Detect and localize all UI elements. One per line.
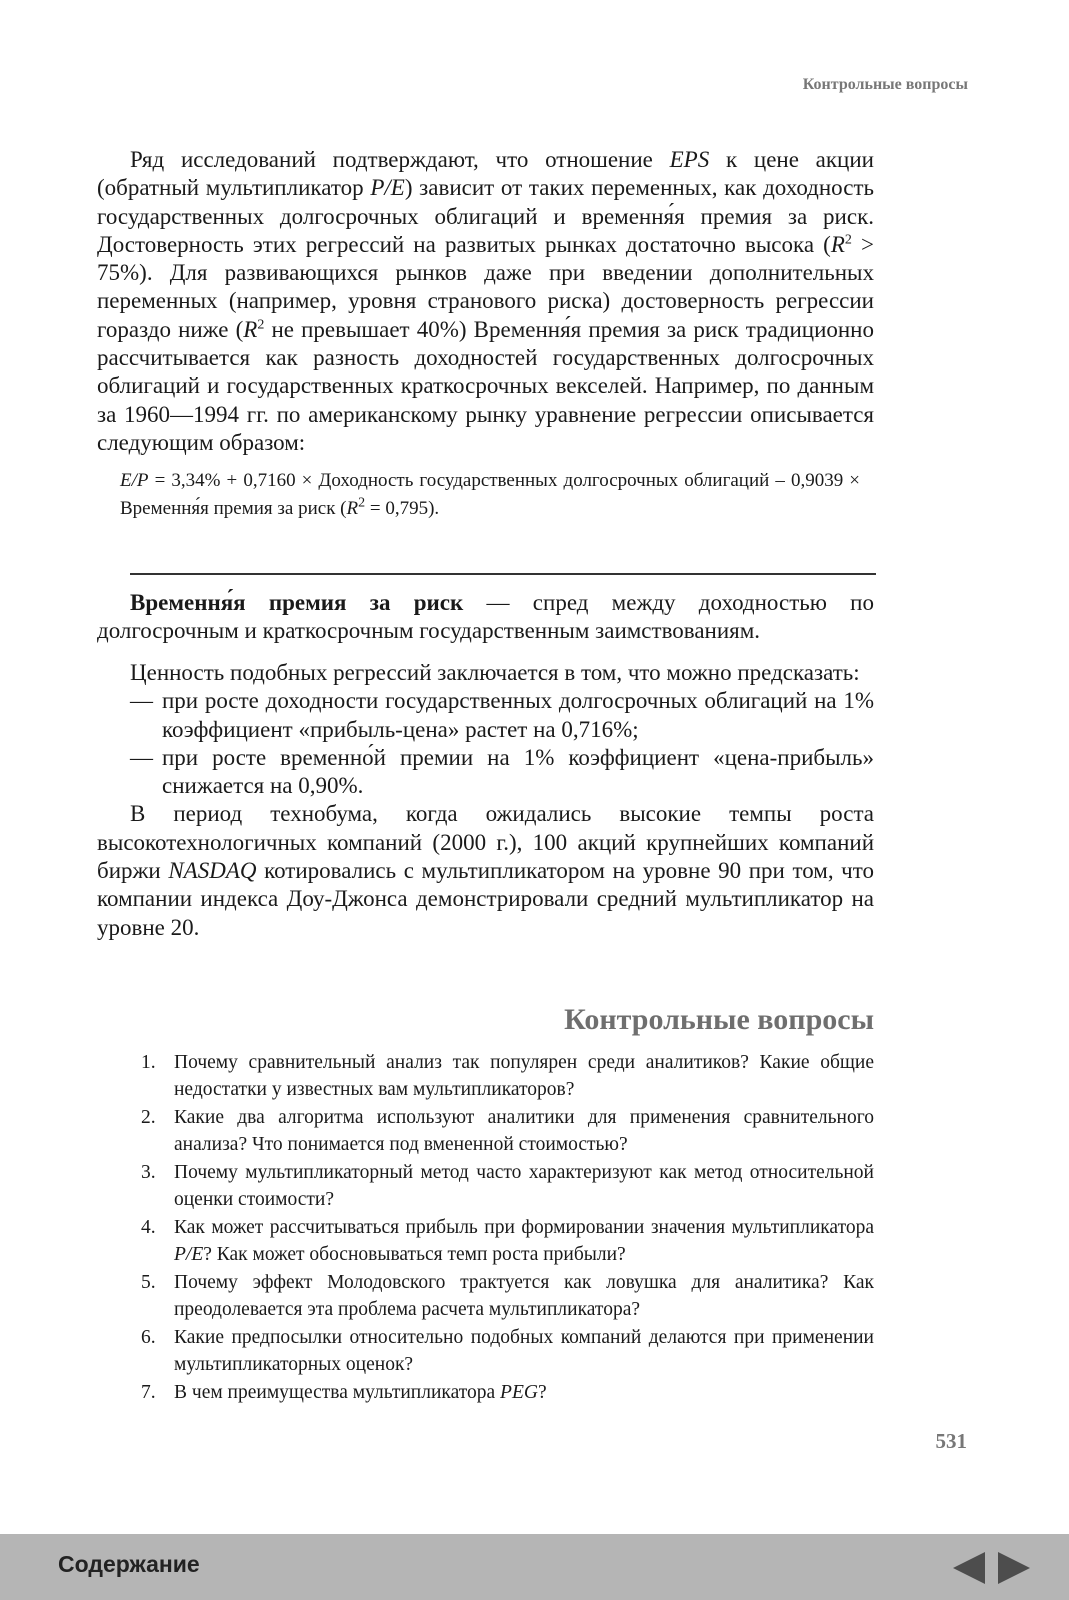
paragraph-prediction: Ценность подобных регрессий заключается в том, что можно предсказать: [130, 660, 860, 685]
list-item: — при росте доходности государственных долгосрочных облигаций на 1% коэффициент «прибыль-цена» растет на 0,716%; [130, 688, 874, 742]
list-item: — при росте временно́й премии на 1% коэффициент «цена-прибыль» снижается на 0,90%. [130, 744, 874, 799]
question-item: 2. Какие два алгоритма используют аналитики для применения сравнительного анализа? Что понимается под вмененной стоимостью? [141, 1107, 874, 1155]
question-item: 1. Почему сравнительный анализ так популярен среди аналитиков? Какие общие недостатки у известных вам мультипликаторов? [141, 1052, 874, 1100]
table-of-contents-link[interactable]: Содержание [58, 1551, 200, 1577]
question-item: 7. В чем преимущества мультипликатора PEG? [141, 1382, 547, 1403]
navigation-bar [0, 1534, 1069, 1600]
definition-text: Времення́я премия за риск — спред между доходностью по долгосрочным и краткосрочным государственным заимствованиям. [97, 590, 874, 644]
regression-formula: E/P = 3,34% + 0,7160 × Доходность государственных долгосрочных облигаций – 0,9039 × Времення́я премия за риск $(R^2 = 0,795)$. [120, 470, 860, 519]
paragraph-technoboom: В период технобума, когда ожидались высокие темпы роста высокотехнологичных компаний (2000 г.), 100 акций крупнейших компаний биржи NASDAQ котировались с мультипликатором на уровне 90 при том, что компании индекса Доу-Джонса демонстрировали средний мультипликатор на уровне 20. [97, 801, 874, 940]
page-number: 531 [935, 1429, 967, 1453]
running-head: Контрольные вопросы [802, 76, 968, 93]
question-item: 5. Почему эффект Молодовского трактуется как ловушка для аналитика? Как преодолевается эта проблема расчета мультипликатора? [141, 1272, 874, 1320]
questions-list [141, 1050, 874, 1409]
triangle-right-icon[interactable] [998, 1552, 1030, 1584]
triangle-left-icon[interactable] [953, 1552, 985, 1584]
question-item: 3. Почему мультипликаторный метод часто характеризуют как метод относительной оценки стоимости? [141, 1162, 874, 1210]
definition-divider [130, 573, 876, 575]
question-item: 4. Как может рассчитываться прибыль при формировании значения мультипликатора P/E? Как может обосновываться темп роста прибыли? [141, 1217, 874, 1265]
paragraph-regressions: Ряд исследований подтверждают, что отношение EPS к цене акции (обратный мультипликатор P/E) зависит от таких переменных, как доходность государственных долгосрочных облигаций и времення́я премия за риск. Достоверность этих регрессий на развитых рынках достаточно высока $(R^2 > 75\%)$. Для развивающихся рынков даже при введении дополнительных переменных (например, уровня странового риска) достоверность регрессии гораздо ниже ($R^2$ не превышает 40%) Времення́я премия за риск традиционно рассчитывается как разность доходностей государственных долгосрочных облигаций и государственных краткосрочных векселей. Например, по данным за 1960—1994 гг. по американскому рынку уравнение регрессии описывается следующим образом: [97, 147, 875, 455]
prediction-block [97, 659, 874, 942]
main-text [97, 146, 874, 522]
section-title: Контрольные вопросы [564, 1003, 874, 1036]
definition-block [97, 589, 874, 646]
question-item: 6. Какие предпосылки относительно подобных компаний делаются при применении мультипликаторных оценок? [141, 1327, 874, 1375]
